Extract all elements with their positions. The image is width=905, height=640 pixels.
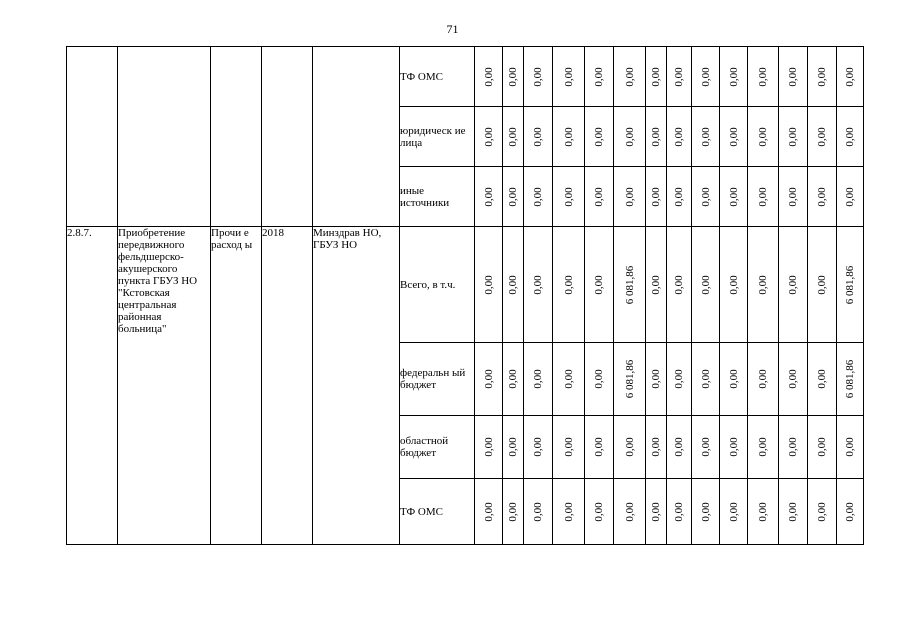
value-cell bbox=[667, 227, 692, 343]
value-text: 0,00 bbox=[482, 274, 495, 295]
funding-source: юридическ ие лица bbox=[400, 107, 475, 167]
value-cell bbox=[779, 343, 808, 416]
value-text: 0,00 bbox=[757, 501, 769, 522]
value-text: 0,00 bbox=[593, 274, 605, 295]
value-cell bbox=[503, 47, 524, 107]
value-cell bbox=[667, 107, 692, 167]
value-cell bbox=[553, 107, 585, 167]
value-cell bbox=[585, 47, 614, 107]
value-cell bbox=[614, 167, 646, 227]
value-text: 0,00 bbox=[673, 501, 685, 522]
value-text: 0,00 bbox=[593, 437, 605, 457]
funding-source: федеральн ый бюджет bbox=[400, 343, 475, 416]
empty-cell bbox=[67, 47, 118, 227]
value-text: 6 081,86 bbox=[623, 265, 636, 304]
value-text: 0,00 bbox=[673, 369, 685, 389]
value-cell bbox=[837, 479, 864, 545]
value-text: 0,00 bbox=[482, 126, 495, 147]
value-cell bbox=[720, 227, 748, 343]
value-cell bbox=[614, 416, 646, 479]
value-cell bbox=[553, 416, 585, 479]
value-cell bbox=[692, 416, 720, 479]
value-cell bbox=[475, 107, 503, 167]
item-year: 2018 bbox=[262, 227, 313, 545]
value-text: 0,00 bbox=[816, 369, 828, 389]
value-text: 0,00 bbox=[593, 369, 605, 389]
value-text: 0,00 bbox=[507, 501, 519, 522]
value-cell bbox=[667, 479, 692, 545]
value-text: 0,00 bbox=[757, 274, 769, 295]
value-cell bbox=[614, 227, 646, 343]
value-text: 0,00 bbox=[699, 369, 712, 389]
value-text: 6 081,86 bbox=[844, 359, 856, 399]
value-text: 0,00 bbox=[727, 66, 740, 87]
empty-cell bbox=[313, 47, 400, 227]
value-text: 0,00 bbox=[623, 66, 636, 87]
value-text: 0,00 bbox=[757, 369, 769, 389]
value-cell bbox=[475, 479, 503, 545]
value-cell bbox=[779, 167, 808, 227]
value-text: 0,00 bbox=[844, 501, 856, 522]
value-text: 0,00 bbox=[532, 126, 544, 147]
value-text: 0,00 bbox=[699, 274, 712, 295]
value-cell bbox=[667, 416, 692, 479]
value-text: 0,00 bbox=[816, 501, 828, 522]
value-cell bbox=[524, 107, 553, 167]
value-text: 0,00 bbox=[650, 501, 662, 522]
value-text: 0,00 bbox=[673, 186, 685, 207]
value-cell bbox=[646, 343, 667, 416]
value-cell bbox=[837, 343, 864, 416]
value-text: 0,00 bbox=[673, 126, 685, 147]
value-cell bbox=[614, 343, 646, 416]
value-cell bbox=[503, 227, 524, 343]
value-cell bbox=[646, 47, 667, 107]
value-text: 0,00 bbox=[673, 437, 685, 457]
value-cell bbox=[808, 416, 837, 479]
value-cell bbox=[553, 167, 585, 227]
empty-cell bbox=[211, 47, 262, 227]
value-text: 0,00 bbox=[757, 66, 769, 87]
value-text: 0,00 bbox=[623, 437, 636, 457]
value-cell bbox=[614, 479, 646, 545]
value-cell bbox=[748, 416, 779, 479]
value-text: 0,00 bbox=[727, 501, 740, 522]
value-cell bbox=[837, 416, 864, 479]
value-cell bbox=[779, 107, 808, 167]
value-text: 0,00 bbox=[844, 437, 856, 457]
value-cell bbox=[475, 227, 503, 343]
value-text: 0,00 bbox=[623, 186, 636, 207]
value-text: 0,00 bbox=[787, 369, 799, 389]
value-cell bbox=[808, 227, 837, 343]
value-cell bbox=[646, 227, 667, 343]
value-cell bbox=[646, 479, 667, 545]
value-cell bbox=[524, 47, 553, 107]
value-cell bbox=[667, 47, 692, 107]
value-cell bbox=[475, 47, 503, 107]
value-text: 0,00 bbox=[532, 369, 544, 389]
funding-source: ТФ ОМС bbox=[400, 479, 475, 545]
value-text: 0,00 bbox=[562, 501, 575, 522]
value-text: 0,00 bbox=[727, 126, 740, 147]
value-text: 0,00 bbox=[562, 186, 575, 207]
value-cell bbox=[692, 479, 720, 545]
value-cell bbox=[585, 227, 614, 343]
value-cell bbox=[748, 167, 779, 227]
value-cell bbox=[779, 227, 808, 343]
value-text: 0,00 bbox=[562, 66, 575, 87]
value-text: 0,00 bbox=[816, 274, 828, 295]
value-text: 0,00 bbox=[816, 437, 828, 457]
value-text: 0,00 bbox=[673, 66, 685, 87]
value-text: 0,00 bbox=[650, 126, 662, 147]
value-text: 0,00 bbox=[699, 126, 712, 147]
value-cell bbox=[585, 107, 614, 167]
value-text: 0,00 bbox=[507, 369, 519, 389]
value-cell bbox=[779, 479, 808, 545]
value-text: 0,00 bbox=[787, 274, 799, 295]
value-cell bbox=[585, 167, 614, 227]
value-cell bbox=[748, 479, 779, 545]
value-cell bbox=[667, 343, 692, 416]
value-cell bbox=[646, 107, 667, 167]
value-cell bbox=[646, 416, 667, 479]
value-cell bbox=[524, 167, 553, 227]
value-text: 0,00 bbox=[562, 274, 575, 295]
value-cell bbox=[720, 343, 748, 416]
value-cell bbox=[808, 343, 837, 416]
empty-cell bbox=[262, 47, 313, 227]
value-text: 0,00 bbox=[532, 186, 544, 207]
value-cell bbox=[585, 343, 614, 416]
value-text: 0,00 bbox=[507, 66, 519, 87]
value-text: 0,00 bbox=[482, 186, 495, 207]
value-cell bbox=[779, 416, 808, 479]
value-cell bbox=[720, 167, 748, 227]
value-cell bbox=[585, 479, 614, 545]
value-cell bbox=[692, 227, 720, 343]
value-text: 0,00 bbox=[650, 274, 662, 295]
value-text: 0,00 bbox=[787, 126, 799, 147]
value-cell bbox=[808, 47, 837, 107]
value-text: 0,00 bbox=[623, 126, 636, 147]
value-text: 0,00 bbox=[816, 186, 828, 207]
value-cell bbox=[475, 343, 503, 416]
value-text: 0,00 bbox=[562, 126, 575, 147]
funding-source: иные источники bbox=[400, 167, 475, 227]
value-cell bbox=[748, 343, 779, 416]
value-text: 0,00 bbox=[844, 126, 856, 147]
value-text: 0,00 bbox=[532, 501, 544, 522]
value-text: 0,00 bbox=[727, 369, 740, 389]
value-text: 0,00 bbox=[593, 66, 605, 87]
table-row bbox=[67, 227, 864, 343]
value-text: 0,00 bbox=[787, 501, 799, 522]
value-cell bbox=[503, 416, 524, 479]
value-text: 0,00 bbox=[699, 437, 712, 457]
value-cell bbox=[692, 107, 720, 167]
value-text: 0,00 bbox=[650, 369, 662, 389]
value-text: 0,00 bbox=[507, 186, 519, 207]
value-cell bbox=[837, 107, 864, 167]
value-text: 0,00 bbox=[757, 126, 769, 147]
value-cell bbox=[748, 227, 779, 343]
value-text: 0,00 bbox=[532, 66, 544, 87]
value-cell bbox=[779, 47, 808, 107]
value-cell bbox=[720, 479, 748, 545]
value-text: 0,00 bbox=[593, 186, 605, 207]
value-text: 0,00 bbox=[507, 126, 519, 147]
value-text: 0,00 bbox=[699, 66, 712, 87]
value-text: 0,00 bbox=[699, 501, 712, 522]
value-text: 0,00 bbox=[507, 437, 519, 457]
value-cell bbox=[614, 47, 646, 107]
value-text: 0,00 bbox=[650, 186, 662, 207]
value-cell bbox=[503, 107, 524, 167]
item-name: Приобретение передвижного фельдшерско-акушерского пункта ГБУЗ НО "Кстовская центральная районная больница" bbox=[118, 227, 211, 545]
value-cell bbox=[808, 107, 837, 167]
value-text: 0,00 bbox=[562, 437, 575, 457]
value-text: 0,00 bbox=[844, 66, 856, 87]
value-text: 0,00 bbox=[482, 66, 495, 87]
value-text: 0,00 bbox=[532, 274, 544, 295]
value-cell bbox=[692, 343, 720, 416]
value-cell bbox=[748, 47, 779, 107]
funding-source: областной бюджет bbox=[400, 416, 475, 479]
value-cell bbox=[503, 479, 524, 545]
value-text: 0,00 bbox=[507, 274, 519, 295]
value-text: 0,00 bbox=[816, 66, 828, 87]
value-cell bbox=[808, 167, 837, 227]
value-cell bbox=[748, 107, 779, 167]
value-cell bbox=[646, 167, 667, 227]
item-executor: Минздрав НО, ГБУЗ НО bbox=[313, 227, 400, 545]
value-cell bbox=[837, 167, 864, 227]
value-cell bbox=[692, 47, 720, 107]
value-text: 0,00 bbox=[787, 66, 799, 87]
value-cell bbox=[524, 416, 553, 479]
value-cell bbox=[524, 343, 553, 416]
value-text: 0,00 bbox=[673, 274, 685, 295]
value-text: 0,00 bbox=[482, 437, 495, 457]
value-cell bbox=[553, 343, 585, 416]
value-cell bbox=[524, 479, 553, 545]
funding-source: Всего, в т.ч. bbox=[400, 227, 475, 343]
value-cell bbox=[667, 167, 692, 227]
value-text: 0,00 bbox=[593, 126, 605, 147]
value-cell bbox=[553, 479, 585, 545]
value-cell bbox=[503, 343, 524, 416]
value-text: 0,00 bbox=[650, 437, 662, 457]
item-category: Прочи е расход ы bbox=[211, 227, 262, 545]
value-cell bbox=[720, 416, 748, 479]
value-cell bbox=[692, 167, 720, 227]
value-text: 0,00 bbox=[482, 501, 495, 522]
value-cell bbox=[614, 107, 646, 167]
value-text: 6 081,86 bbox=[844, 265, 856, 304]
value-cell bbox=[720, 47, 748, 107]
value-text: 0,00 bbox=[562, 369, 575, 389]
value-text: 0,00 bbox=[787, 186, 799, 207]
value-cell bbox=[553, 47, 585, 107]
funding-source: ТФ ОМС bbox=[400, 47, 475, 107]
value-cell bbox=[475, 167, 503, 227]
value-text: 0,00 bbox=[650, 66, 662, 87]
value-text: 0,00 bbox=[757, 186, 769, 207]
value-text: 0,00 bbox=[699, 186, 712, 207]
value-text: 0,00 bbox=[844, 186, 856, 207]
value-text: 0,00 bbox=[593, 501, 605, 522]
value-text: 0,00 bbox=[816, 126, 828, 147]
value-cell bbox=[553, 227, 585, 343]
value-text: 0,00 bbox=[623, 501, 636, 522]
value-text: 0,00 bbox=[787, 437, 799, 457]
value-cell bbox=[720, 107, 748, 167]
value-cell bbox=[524, 227, 553, 343]
empty-cell bbox=[118, 47, 211, 227]
value-cell bbox=[837, 227, 864, 343]
value-text: 0,00 bbox=[757, 437, 769, 457]
value-cell bbox=[475, 416, 503, 479]
value-cell bbox=[808, 479, 837, 545]
value-text: 0,00 bbox=[727, 437, 740, 457]
value-text: 6 081,86 bbox=[623, 359, 636, 399]
budget-table bbox=[66, 46, 864, 545]
value-cell bbox=[503, 167, 524, 227]
value-text: 0,00 bbox=[727, 186, 740, 207]
value-cell bbox=[585, 416, 614, 479]
value-cell bbox=[837, 47, 864, 107]
value-text: 0,00 bbox=[727, 274, 740, 295]
table-row bbox=[67, 47, 864, 107]
value-text: 0,00 bbox=[482, 369, 495, 389]
value-text: 0,00 bbox=[532, 437, 544, 457]
page-number: 71 bbox=[446, 22, 459, 36]
item-number: 2.8.7. bbox=[67, 227, 118, 545]
